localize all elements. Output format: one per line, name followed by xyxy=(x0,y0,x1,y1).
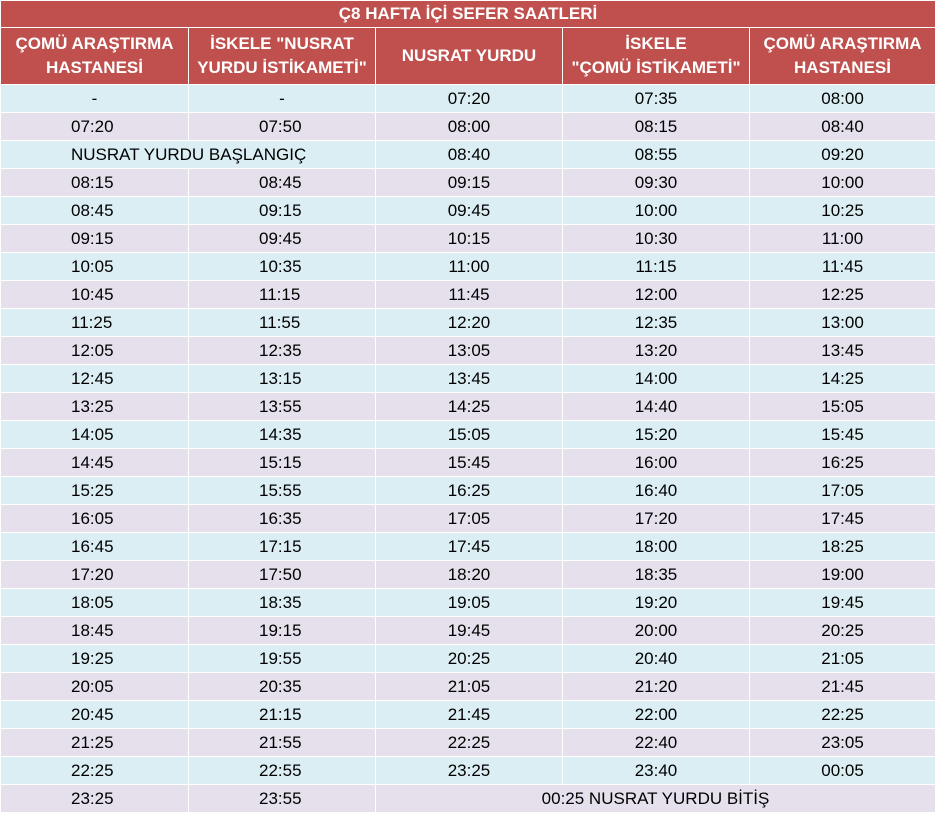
table-cell: 16:25 xyxy=(376,477,563,505)
table-cell: 15:45 xyxy=(750,421,936,449)
table-cell: 21:55 xyxy=(189,729,376,757)
table-cell: 14:25 xyxy=(376,393,563,421)
table-cell: 13:25 xyxy=(1,393,189,421)
table-cell: 17:05 xyxy=(376,505,563,533)
table-cell: 20:25 xyxy=(376,645,563,673)
table-cell: 15:55 xyxy=(189,477,376,505)
table-cell: 18:35 xyxy=(189,589,376,617)
table-row xyxy=(1,309,936,337)
table-row xyxy=(1,197,936,225)
table-row xyxy=(1,505,936,533)
table-cell: 15:15 xyxy=(189,449,376,477)
table-cell: 16:05 xyxy=(1,505,189,533)
table-cell: 16:40 xyxy=(563,477,750,505)
table-cell: 08:40 xyxy=(376,141,563,169)
table-cell: 10:00 xyxy=(563,197,750,225)
table-cell: 10:35 xyxy=(189,253,376,281)
table-cell: 23:25 xyxy=(1,785,189,813)
table-cell: 17:15 xyxy=(189,533,376,561)
table-cell: 09:30 xyxy=(563,169,750,197)
table-cell: - xyxy=(189,85,376,113)
table-row xyxy=(1,449,936,477)
table-cell: 21:05 xyxy=(376,673,563,701)
table-row xyxy=(1,729,936,757)
table-cell: 07:20 xyxy=(376,85,563,113)
table-cell: 17:05 xyxy=(750,477,936,505)
schedule-title: Ç8 HAFTA İÇİ SEFER SAATLERİ xyxy=(1,1,936,28)
table-cell: 09:15 xyxy=(1,225,189,253)
table-cell: 21:20 xyxy=(563,673,750,701)
table-cell: 08:40 xyxy=(750,113,936,141)
table-cell: 17:45 xyxy=(376,533,563,561)
table-cell: 18:20 xyxy=(376,561,563,589)
table-cell: 20:35 xyxy=(189,673,376,701)
table-cell: 19:20 xyxy=(563,589,750,617)
column-header-row xyxy=(1,28,936,85)
header-comu-hospital-end xyxy=(750,28,936,85)
table-cell: 19:15 xyxy=(189,617,376,645)
table-cell: 11:45 xyxy=(376,281,563,309)
table-cell: 10:05 xyxy=(1,253,189,281)
table-cell: 14:25 xyxy=(750,365,936,393)
table-cell: 21:45 xyxy=(376,701,563,729)
table-cell: 08:15 xyxy=(1,169,189,197)
table-cell: 07:35 xyxy=(563,85,750,113)
table-cell: 15:20 xyxy=(563,421,750,449)
table-cell: 13:55 xyxy=(189,393,376,421)
table-cell: 23:55 xyxy=(189,785,376,813)
header-iskele-comu xyxy=(563,28,750,85)
table-row xyxy=(1,253,936,281)
table-cell: 12:05 xyxy=(1,337,189,365)
table-cell: 17:45 xyxy=(750,505,936,533)
table-cell: 08:00 xyxy=(750,85,936,113)
table-cell: 09:45 xyxy=(189,225,376,253)
table-cell: 10:30 xyxy=(563,225,750,253)
table-cell: 07:50 xyxy=(189,113,376,141)
table-row xyxy=(1,169,936,197)
table-cell: 12:35 xyxy=(563,309,750,337)
table-cell: 21:45 xyxy=(750,673,936,701)
table-cell: 22:55 xyxy=(189,757,376,785)
table-cell: 13:20 xyxy=(563,337,750,365)
table-cell: 11:00 xyxy=(376,253,563,281)
table-row xyxy=(1,561,936,589)
table-cell: 15:05 xyxy=(750,393,936,421)
table-cell: 21:25 xyxy=(1,729,189,757)
table-cell: 08:15 xyxy=(563,113,750,141)
table-row xyxy=(1,589,936,617)
table-cell: 18:25 xyxy=(750,533,936,561)
header-iskele-nusrat xyxy=(189,28,376,85)
table-row xyxy=(1,785,936,813)
table-cell: 14:35 xyxy=(189,421,376,449)
table-cell: 15:45 xyxy=(376,449,563,477)
table-row xyxy=(1,113,936,141)
header-line: İSKELE xyxy=(625,34,687,53)
table-cell: 16:00 xyxy=(563,449,750,477)
table-cell: 17:20 xyxy=(563,505,750,533)
header-line: YURDU İSTİKAMETİ" xyxy=(197,58,367,77)
table-cell: 18:35 xyxy=(563,561,750,589)
table-cell: 11:25 xyxy=(1,309,189,337)
table-cell: 12:25 xyxy=(750,281,936,309)
table-cell: 18:45 xyxy=(1,617,189,645)
header-nusrat-yurdu xyxy=(376,28,563,85)
table-cell: 22:40 xyxy=(563,729,750,757)
table-cell: 10:45 xyxy=(1,281,189,309)
table-cell: 19:00 xyxy=(750,561,936,589)
table-cell: 19:45 xyxy=(376,617,563,645)
table-cell: 19:25 xyxy=(1,645,189,673)
table-row xyxy=(1,533,936,561)
table-cell: 10:15 xyxy=(376,225,563,253)
table-row xyxy=(1,673,936,701)
table-cell: 23:05 xyxy=(750,729,936,757)
table-cell: 20:05 xyxy=(1,673,189,701)
table-cell: - xyxy=(1,85,189,113)
title-row xyxy=(1,1,936,28)
table-cell: 15:25 xyxy=(1,477,189,505)
table-cell: 11:15 xyxy=(189,281,376,309)
table-row xyxy=(1,477,936,505)
table-row xyxy=(1,141,936,169)
table-cell: 09:15 xyxy=(189,197,376,225)
table-cell: 16:45 xyxy=(1,533,189,561)
table-row xyxy=(1,85,936,113)
table-cell: 08:55 xyxy=(563,141,750,169)
table-cell: 08:45 xyxy=(1,197,189,225)
header-line: "ÇOMÜ İSTİKAMETİ" xyxy=(571,58,741,77)
table-row xyxy=(1,757,936,785)
table-cell: 14:40 xyxy=(563,393,750,421)
table-cell: 22:00 xyxy=(563,701,750,729)
table-cell: 22:25 xyxy=(750,701,936,729)
header-line: HASTANESİ xyxy=(794,58,891,77)
table-cell: 21:15 xyxy=(189,701,376,729)
table-cell: 09:20 xyxy=(750,141,936,169)
table-cell: 16:25 xyxy=(750,449,936,477)
table-cell: 22:25 xyxy=(1,757,189,785)
table-cell: 00:05 xyxy=(750,757,936,785)
table-row xyxy=(1,225,936,253)
table-cell: 08:45 xyxy=(189,169,376,197)
table-cell: 13:15 xyxy=(189,365,376,393)
table-cell: 19:45 xyxy=(750,589,936,617)
table-cell: 10:00 xyxy=(750,169,936,197)
table-cell: 13:45 xyxy=(750,337,936,365)
table-cell: 11:45 xyxy=(750,253,936,281)
table-row xyxy=(1,393,936,421)
table-row xyxy=(1,365,936,393)
table-cell: 20:25 xyxy=(750,617,936,645)
table-cell: 19:05 xyxy=(376,589,563,617)
table-cell: 14:45 xyxy=(1,449,189,477)
table-cell: 22:25 xyxy=(376,729,563,757)
table-cell: 17:50 xyxy=(189,561,376,589)
table-row xyxy=(1,337,936,365)
table-cell: 12:20 xyxy=(376,309,563,337)
table-cell: 09:45 xyxy=(376,197,563,225)
table-cell: 07:20 xyxy=(1,113,189,141)
table-cell: 20:45 xyxy=(1,701,189,729)
table-row xyxy=(1,701,936,729)
table-cell: 08:00 xyxy=(376,113,563,141)
table-cell: 21:05 xyxy=(750,645,936,673)
table-cell: 12:00 xyxy=(563,281,750,309)
table-cell: 23:40 xyxy=(563,757,750,785)
header-line: ÇOMÜ ARAŞTIRMA xyxy=(763,34,922,53)
table-cell: 00:25 NUSRAT YURDU BİTİŞ xyxy=(376,785,936,813)
header-line: NUSRAT YURDU xyxy=(401,46,537,65)
table-cell: 11:55 xyxy=(189,309,376,337)
table-cell: 11:15 xyxy=(563,253,750,281)
table-cell: 12:45 xyxy=(1,365,189,393)
header-comu-hospital-start xyxy=(1,28,189,85)
table-cell: 12:35 xyxy=(189,337,376,365)
table-cell: 18:00 xyxy=(563,533,750,561)
header-line: HASTANESİ xyxy=(46,58,143,77)
table-cell: 15:05 xyxy=(376,421,563,449)
table-cell: 20:00 xyxy=(563,617,750,645)
schedule-body xyxy=(1,85,936,813)
table-cell: 17:20 xyxy=(1,561,189,589)
table-cell: 19:55 xyxy=(189,645,376,673)
table-cell: 20:40 xyxy=(563,645,750,673)
table-row xyxy=(1,421,936,449)
table-cell: 18:05 xyxy=(1,589,189,617)
table-cell: 13:05 xyxy=(376,337,563,365)
table-cell: 13:00 xyxy=(750,309,936,337)
table-row xyxy=(1,617,936,645)
table-cell: 16:35 xyxy=(189,505,376,533)
table-row xyxy=(1,645,936,673)
table-cell: 11:00 xyxy=(750,225,936,253)
table-row xyxy=(1,281,936,309)
table-cell: 10:25 xyxy=(750,197,936,225)
table-cell: 14:05 xyxy=(1,421,189,449)
table-cell: 14:00 xyxy=(563,365,750,393)
header-line: İSKELE "NUSRAT xyxy=(210,34,354,53)
header-line: ÇOMÜ ARAŞTIRMA xyxy=(15,34,174,53)
table-cell: 09:15 xyxy=(376,169,563,197)
table-cell: 23:25 xyxy=(376,757,563,785)
table-cell: NUSRAT YURDU BAŞLANGIÇ xyxy=(1,141,376,169)
table-cell: 13:45 xyxy=(376,365,563,393)
